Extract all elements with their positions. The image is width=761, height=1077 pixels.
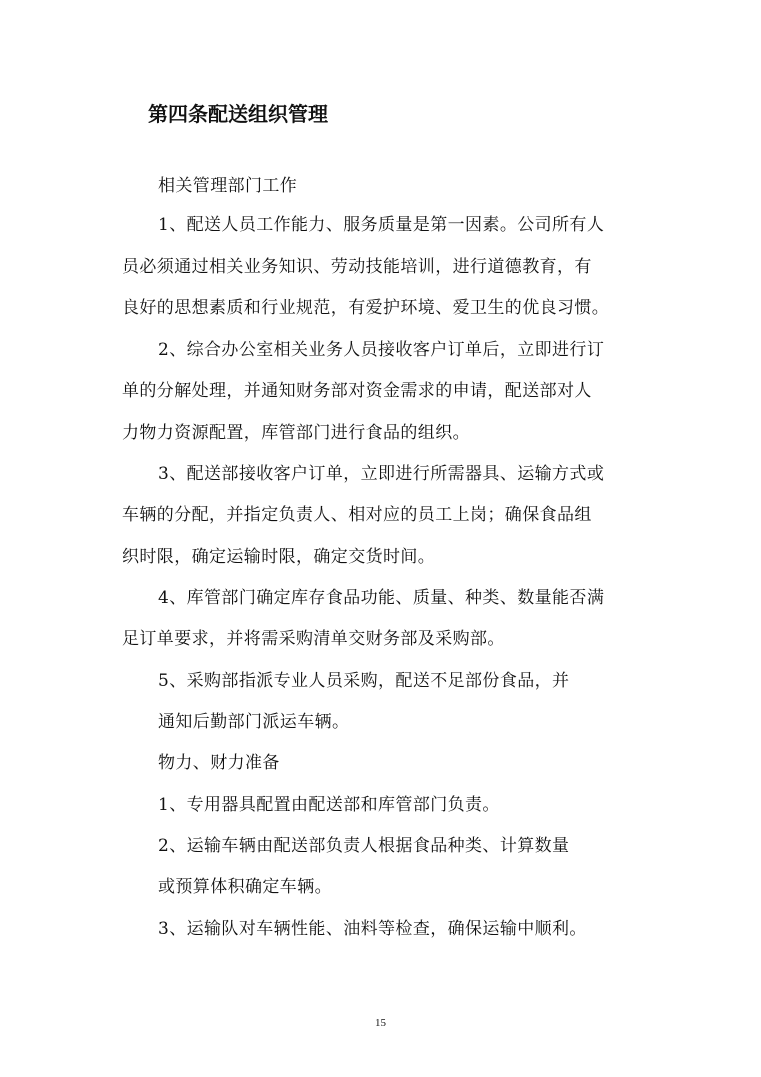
paragraph-line: 车辆的分配，并指定负责人、相对应的员工上岗；确保食品组 (122, 505, 592, 525)
subsection-heading: 物力、财力准备 (158, 753, 280, 773)
paragraph-line: 2、综合办公室相关业务人员接收客户订单后，立即进行订 (158, 340, 605, 360)
subsection-heading: 相关管理部门工作 (158, 176, 298, 196)
paragraph-line: 良好的思想素质和行业规范，有爱护环境、爱卫生的优良习惯。 (122, 298, 610, 318)
paragraph-line: 1、专用器具配置由配送部和库管部门负责。 (158, 795, 500, 815)
paragraph-line: 3、运输队对车辆性能、油料等检查，确保运输中顺利。 (158, 919, 587, 939)
paragraph-line: 或预算体积确定车辆。 (158, 877, 332, 897)
paragraph-line: 2、运输车辆由配送部负责人根据食品种类、计算数量 (158, 836, 570, 856)
paragraph-line: 1、配送人员工作能力、服务质量是第一因素。公司所有人 (158, 215, 605, 235)
paragraph-line: 力物力资源配置，库管部门进行食品的组织。 (122, 423, 470, 443)
paragraph-line: 5、采购部指派专业人员采购，配送不足部份食品，并 (158, 671, 570, 691)
paragraph-line: 织时限，确定运输时限，确定交货时间。 (122, 547, 436, 567)
paragraph-line: 员必须通过相关业务知识、劳动技能培训，进行道德教育，有 (122, 257, 592, 277)
paragraph-line: 3、配送部接收客户订单，立即进行所需器具、运输方式或 (158, 464, 605, 484)
paragraph-line: 通知后勤部门派运车辆。 (158, 712, 350, 732)
paragraph-line: 单的分解处理，并通知财务部对资金需求的申请，配送部对人 (122, 381, 592, 401)
section-title: 第四条配送组织管理 (148, 102, 328, 126)
page-number: 15 (375, 1017, 386, 1029)
paragraph-line: 足订单要求，并将需采购清单交财务部及采购部。 (122, 629, 505, 649)
paragraph-line: 4、库管部门确定库存食品功能、质量、种类、数量能否满 (158, 588, 605, 608)
